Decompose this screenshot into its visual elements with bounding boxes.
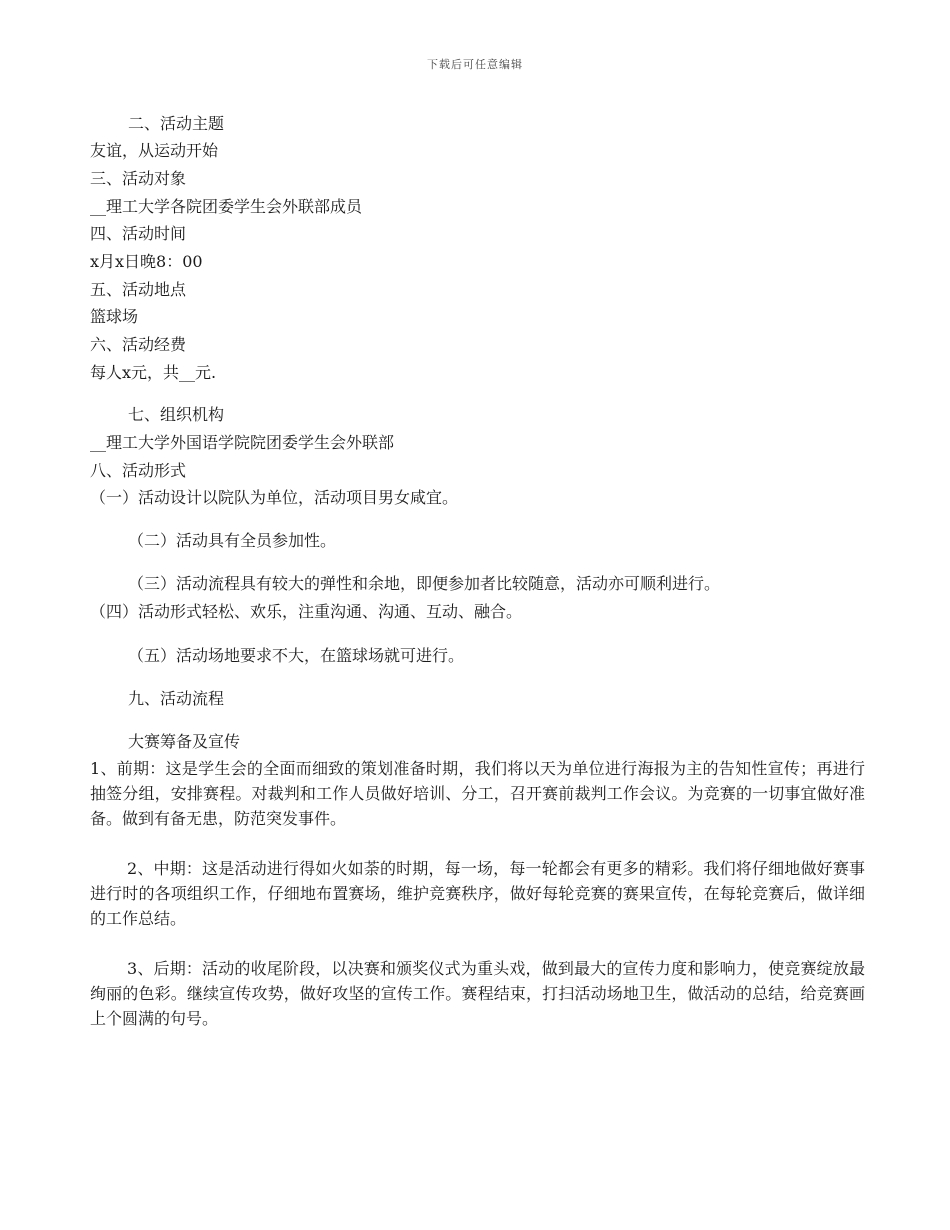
heading-organizer: 七、组织机构 — [128, 405, 225, 424]
paragraph-middle-stage: 2、中期：这是活动进行得如火如荼的时期，每一场，每一轮都会有更多的精彩。我们将仔细地做好赛事进行时的各项组织工作，仔细地布置赛场，维护竞赛秩序，做好每轮竞赛的赛果宣传，在每轮竞赛后，做详细的工作总结。 — [90, 859, 865, 928]
activity-theme-text: 友谊，从运动开始 — [90, 141, 219, 160]
activity-time-text: x月x日晚8：00 — [90, 252, 203, 271]
subheading-preparation: 大赛筹备及宣传 — [128, 732, 241, 751]
heading-activity-format: 八、活动形式 — [90, 461, 187, 480]
heading-activity-location: 五、活动地点 — [90, 280, 187, 299]
format-item-1: （一）活动设计以院队为单位，活动项目男女咸宜。 — [90, 488, 459, 507]
heading-activity-process: 九、活动流程 — [128, 689, 225, 708]
paragraph-early-stage: 1、前期：这是学生会的全面而细致的策划准备时期，我们将以天为单位进行海报为主的告知性宣传；再进行抽签分组，安排赛程。对裁判和工作人员做好培训、分工，召开赛前裁判工作会议。为竞赛的一切事宜做好准备。做到有备无患，防范突发事件。 — [90, 759, 865, 828]
format-item-5: （五）活动场地要求不大，在篮球场就可进行。 — [128, 646, 465, 665]
activity-budget-text: 每人x元，共__元. — [90, 363, 217, 382]
heading-activity-time: 四、活动时间 — [90, 224, 187, 243]
format-item-2: （二）活动具有全员参加性。 — [128, 531, 337, 550]
activity-target-text: __理工大学各院团委学生会外联部成员 — [90, 197, 363, 216]
paragraph-late-stage: 3、后期：活动的收尾阶段，以决赛和颁奖仪式为重头戏，做到最大的宣传力度和影响力，使竞赛绽放最绚丽的色彩。继续宣传攻势，做好攻坚的宣传工作。赛程结束，打扫活动场地卫生，做活动的总结，给竞赛画上个圆满的句号。 — [90, 959, 865, 1028]
page-header: 下载后可任意编辑 — [427, 58, 523, 71]
format-item-4: （四）活动形式轻松、欢乐，注重沟通、沟通、互动、融合。 — [90, 602, 523, 621]
heading-activity-budget: 六、活动经费 — [90, 335, 187, 354]
heading-activity-target: 三、活动对象 — [90, 169, 187, 188]
format-item-3: （三）活动流程具有较大的弹性和余地，即便参加者比较随意，活动亦可顺利进行。 — [128, 574, 721, 593]
organizer-text: __理工大学外国语学院院团委学生会外联部 — [90, 433, 395, 452]
heading-activity-theme: 二、活动主题 — [128, 114, 225, 133]
activity-location-text: 篮球场 — [90, 307, 139, 326]
